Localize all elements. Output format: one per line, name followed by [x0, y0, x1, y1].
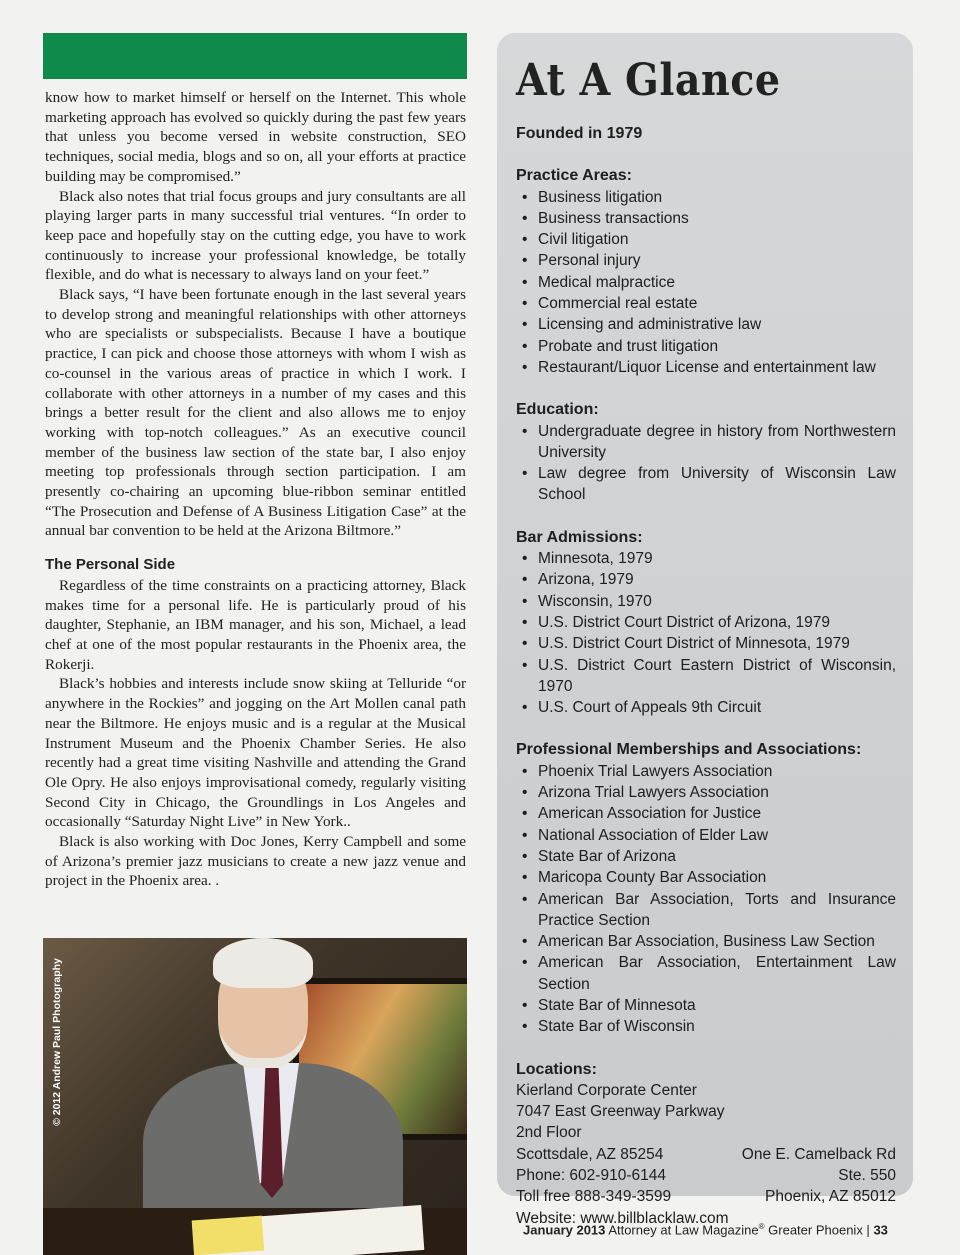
- list-item: • U.S. District Court District of Arizona, 1979: [516, 612, 896, 633]
- list-item: • Business transactions: [516, 208, 896, 229]
- memberships-heading: Professional Memberships and Associations:: [516, 741, 862, 759]
- location-line: Ste. 550: [838, 1166, 896, 1184]
- memberships-list: [516, 761, 896, 1038]
- article-paragraph: know how to market himself or herself on the Internet. This whole marketing approach has evolved so quickly during the past few years that unless you become versed in website construction, SEO techniques, social media, blogs and so on, all your efforts at practice building may be compromised.”: [45, 89, 466, 185]
- founded-text: Founded in 1979: [516, 125, 643, 142]
- list-item: • American Association for Justice: [516, 803, 896, 824]
- phone-number: Phone: 602-910-6144: [516, 1167, 666, 1185]
- photo-credit: [49, 952, 65, 1152]
- article-paragraph: Black says, “I have been fortunate enough in the last several years to develop strong and meaningful relationships with other attorneys who are specialists or subspecialists. Because I have a boutique practice, I can pick and choose those attorneys with whom I wish as co-counsel in the various areas of practice in which I work. I collaborate with other attorneys in a number of my cases and this brings a better result for the client and also allows me to enjoy working with top-notch colleagues.” As an executive council member of the business law section of the state bar, I also enjoy meeting top professionals through section participation. I am presently co-chairing an upcoming blue-ribbon seminar entitled “The Prosecution and Defense of A Business Litigation Case” at the annual bar convention to be held at the Arizona Biltmore.”: [45, 286, 466, 540]
- founded-section: [516, 123, 896, 144]
- list-item: • Arizona Trial Lawyers Association: [516, 782, 896, 803]
- list-item: • Medical malpractice: [516, 272, 896, 293]
- list-item: • National Association of Elder Law: [516, 825, 896, 846]
- toll-free-number: Toll free 888-349-3599: [516, 1188, 672, 1206]
- list-item: • U.S. District Court District of Minnesota, 1979: [516, 633, 896, 654]
- list-item: • Maricopa County Bar Association: [516, 867, 896, 888]
- article-paragraph: Regardless of the time constraints on a practicing attorney, Black makes time for a personal life. He is particularly proud of his daughter, Stephanie, an IBM manager, and his son, Michael, a lead chef at one of the most popular restaurants in the Phoenix area, the Rokerji.: [45, 576, 466, 673]
- article-paragraph: Black is also working with Doc Jones, Kerry Campbell and some of Arizona’s premier jazz musicians to create a new jazz venue and project in the Phoenix area. .: [45, 833, 466, 890]
- list-item: • Probate and trust litigation: [516, 336, 896, 357]
- photo-credit-text: © 2012 Andrew Paul Photography: [51, 958, 63, 1126]
- section-subheading: The Personal Side: [45, 556, 176, 574]
- locations-heading: Locations:: [516, 1060, 597, 1078]
- list-item: • Minnesota, 1979: [516, 548, 896, 569]
- footer-date: January 2013: [523, 1222, 606, 1238]
- list-item: • State Bar of Arizona: [516, 846, 896, 867]
- list-item: • Commercial real estate: [516, 293, 896, 314]
- list-item: • Arizona, 1979: [516, 569, 896, 590]
- list-item: • Licensing and administrative law: [516, 314, 896, 335]
- memberships-section: [516, 739, 896, 1037]
- education-section: [516, 399, 896, 505]
- practice-areas-list: [516, 187, 896, 379]
- location-phoenix: [742, 1144, 896, 1208]
- location-line: One E. Camelback Rd: [741, 1145, 896, 1163]
- list-item: • Civil litigation: [516, 229, 896, 250]
- location-line: Phoenix, AZ 85012: [765, 1188, 896, 1206]
- list-item: • U.S. Court of Appeals 9th Circuit: [516, 697, 896, 718]
- practice-areas-heading: Practice Areas:: [516, 167, 632, 185]
- header-color-bar: [43, 33, 467, 79]
- list-item: • American Bar Association, Entertainment Law Section: [516, 952, 896, 995]
- list-item: • American Bar Association, Business Law Section: [516, 931, 896, 952]
- sidebar-title: At A Glance: [516, 55, 781, 106]
- education-list: [516, 421, 896, 506]
- portrait-hair: [213, 938, 313, 988]
- bar-admissions-heading: Bar Admissions:: [516, 528, 643, 546]
- list-item: • American Bar Association, Torts and Insurance Practice Section: [516, 889, 896, 932]
- sidebar-body: [516, 123, 896, 1229]
- list-item: • Business litigation: [516, 187, 896, 208]
- location-line: Scottsdale, AZ 85254: [516, 1145, 664, 1163]
- bar-admissions-section: [516, 527, 896, 719]
- list-item: • U.S. District Court Eastern District of Wisconsin, 1970: [516, 655, 896, 698]
- footer-magazine: Attorney at Law Magazine: [608, 1222, 759, 1238]
- article-column: [45, 88, 466, 891]
- list-item: • Law degree from University of Wisconsin Law School: [516, 463, 896, 506]
- list-item: • Undergraduate degree in history from Northwestern University: [516, 421, 896, 464]
- list-item: • State Bar of Wisconsin: [516, 1016, 896, 1037]
- list-item: • State Bar of Minnesota: [516, 995, 896, 1016]
- list-item: • Phoenix Trial Lawyers Association: [516, 761, 896, 782]
- location-line: 7047 East Greenway Parkway: [516, 1103, 725, 1121]
- footer-edition: Greater Phoenix |: [768, 1222, 870, 1238]
- location-line: Kierland Corporate Center: [516, 1081, 697, 1099]
- at-a-glance-sidebar: [497, 33, 913, 1227]
- footer-registered-mark: ®: [758, 1222, 765, 1231]
- location-line: 2nd Floor: [516, 1124, 582, 1142]
- practice-areas-section: [516, 165, 896, 378]
- bar-admissions-list: [516, 548, 896, 718]
- website-text: Website: www.billblacklaw.com: [516, 1209, 729, 1227]
- locations-section: [516, 1059, 896, 1229]
- list-item: • Restaurant/Liquor License and entertainment law: [516, 357, 896, 378]
- list-item: • Personal injury: [516, 250, 896, 271]
- portrait-legal-pad: [192, 1216, 264, 1255]
- attorney-portrait-photo: [43, 938, 467, 1255]
- page-footer: [523, 1222, 915, 1237]
- education-heading: Education:: [516, 401, 599, 419]
- list-item: • Wisconsin, 1970: [516, 591, 896, 612]
- article-paragraph: Black’s hobbies and interests include snow skiing at Telluride “or anywhere in the Rockies” and jogging on the Art Mollen canal path near the Biltmore. He enjoys music and is a regular at the Musical Instrument Museum and the Phoenix Chamber Series. He also recently had a great time visiting Nashville and attending the Grand Ole Opry. He also enjoys improvisational comedy, regularly visiting Second City in Chicago, the Groundlings in Los Angeles and occasionally “Saturday Night Live” in New York..: [45, 675, 466, 831]
- article-paragraph: Black also notes that trial focus groups and jury consultants are all playing larger parts in many successful trial ventures. “In order to keep pace and hopefully stay on the cutting edge, you have to work continuously to increase your professional knowledge, be totally flexible, and do what is necessary to always land on your feet.”: [45, 187, 466, 284]
- page-number: 33: [873, 1222, 888, 1238]
